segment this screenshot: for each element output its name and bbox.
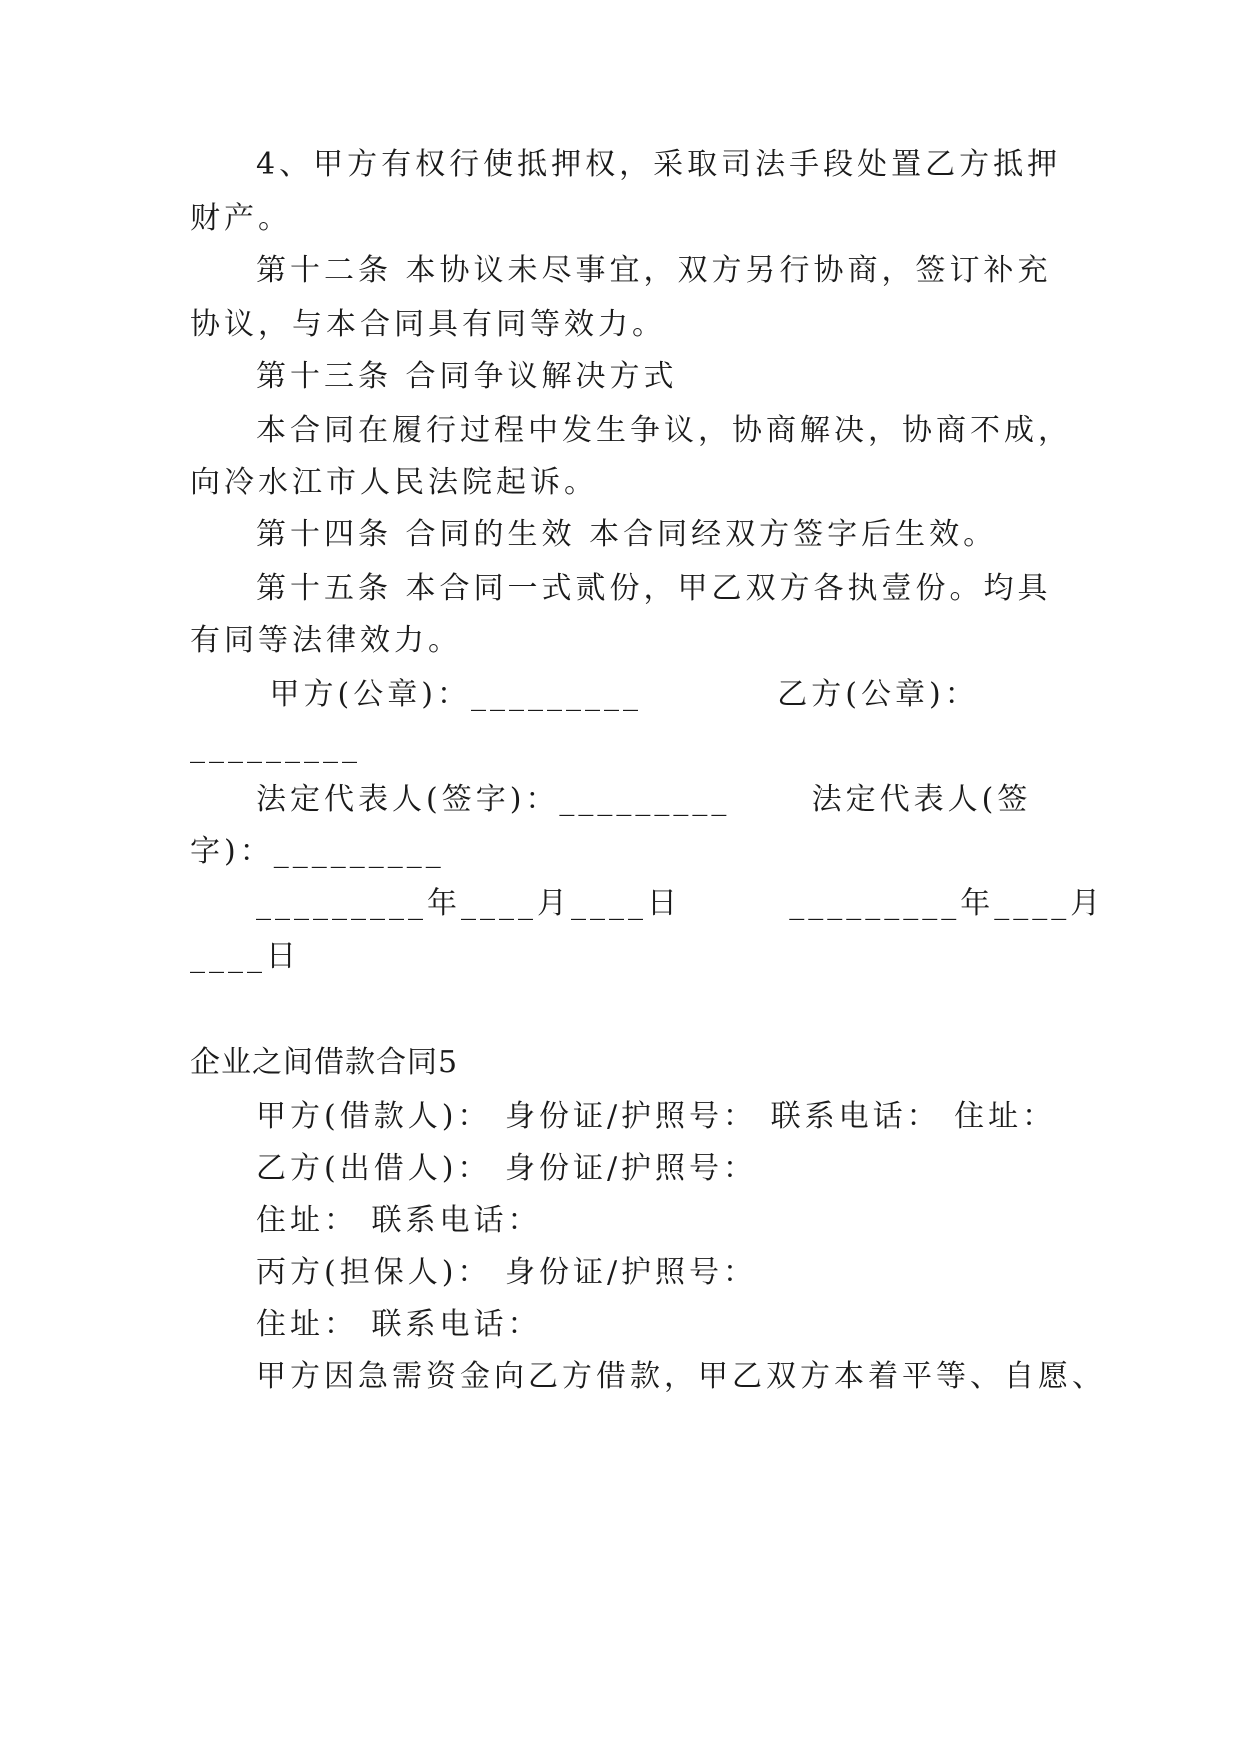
clause-14: 第十四条 合同的生效 本合同经双方签字后生效。	[256, 517, 998, 552]
seal-blank: _________	[190, 729, 361, 764]
date-line-cont: ____日	[190, 939, 300, 974]
paragraph-line: 协议，与本合同具有同等效力。	[190, 307, 666, 342]
paragraph-line: 财产。	[190, 201, 292, 236]
section-title: 企业之间借款合同5	[190, 1045, 459, 1080]
party-a-line: 甲方(借款人)： 身份证/护照号： 联系电话： 住址：	[256, 1099, 1057, 1134]
paragraph-line: 向冷水江市人民法院起诉。	[190, 465, 598, 500]
clause-12: 第十二条 本协议未尽事宜，双方另行协商，签订补充	[256, 253, 1052, 288]
party-c-address: 住址： 联系电话：	[256, 1307, 542, 1342]
clause-15: 第十五条 本合同一式贰份，甲乙双方各执壹份。均具	[256, 571, 1052, 606]
paragraph-line: 甲方因急需资金向乙方借款，甲乙双方本着平等、自愿、	[256, 1359, 1106, 1394]
signature-line-cont: 字)：_________	[190, 834, 445, 869]
party-b-address: 住址： 联系电话：	[256, 1203, 542, 1238]
party-b-line: 乙方(出借人)： 身份证/护照号：	[256, 1151, 758, 1186]
party-c-line: 丙方(担保人)： 身份证/护照号：	[256, 1255, 758, 1290]
paragraph-line: 本合同在履行过程中发生争议，协商解决，协商不成，	[256, 413, 1072, 448]
clause-13-heading: 第十三条 合同争议解决方式	[256, 359, 678, 394]
paragraph-line: 有同等法律效力。	[190, 623, 462, 658]
seal-line: 甲方(公章)：_________ 乙方(公章)：	[256, 677, 979, 712]
date-line: _________年____月____日 _________年____月	[256, 886, 1105, 921]
paragraph-line: 4、甲方有权行使抵押权，采取司法手段处置乙方抵押	[256, 147, 1062, 182]
signature-line: 法定代表人(签字)：_________ 法定代表人(签	[256, 782, 1032, 817]
